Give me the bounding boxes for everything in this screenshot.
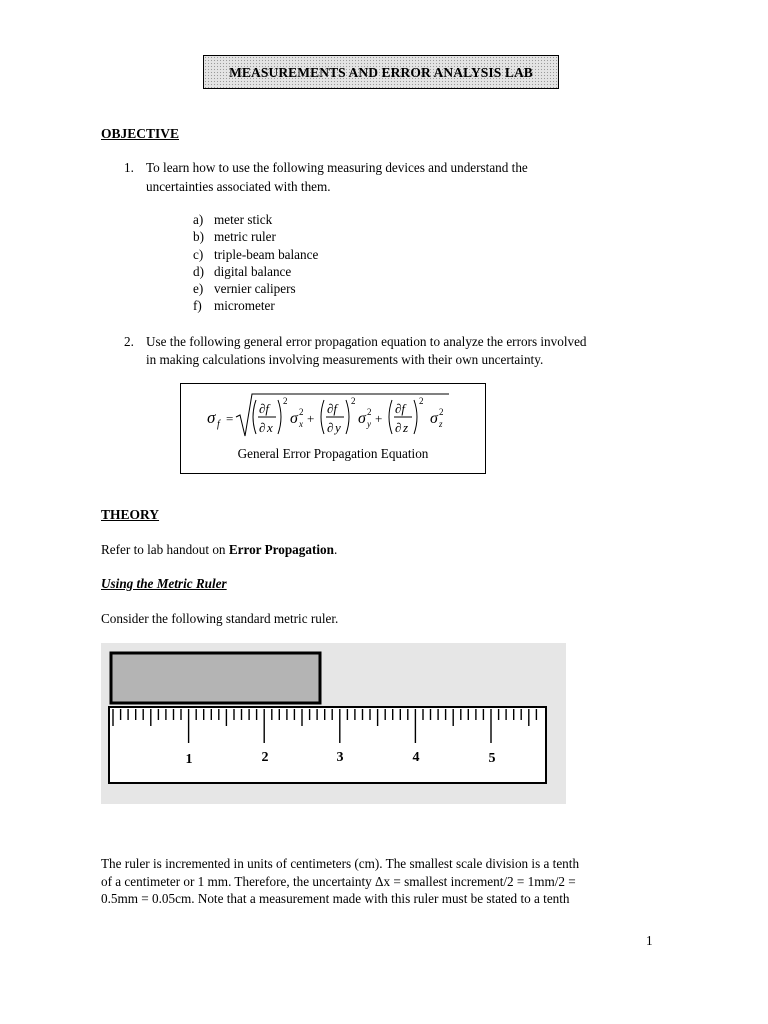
objective-number: 1. [124, 160, 134, 175]
page-title: MEASUREMENTS AND ERROR ANALYSIS LAB [229, 64, 533, 80]
exponent: 2 [367, 407, 372, 417]
reference-topic: Error Propagation [228, 542, 334, 557]
page-title-box [203, 55, 559, 89]
list-item [193, 297, 318, 314]
paren-right [414, 400, 417, 434]
objective-text-line: To learn how to use the following measuring devices and understand the [146, 160, 528, 175]
ruler-intro: Consider the following standard metric ruler. [101, 611, 339, 626]
reference-suffix: . [333, 542, 338, 557]
body-line: The ruler is incremented in units of centimeters (cm). The smallest scale division is a tenth [101, 856, 580, 871]
reference-prefix: Refer to lab handout on [101, 542, 229, 557]
ruler-label: 4 [412, 750, 420, 765]
variable-x: x [267, 420, 273, 435]
ruler-label: 3 [336, 750, 344, 765]
list-item [193, 246, 318, 263]
objective-number: 2. [124, 334, 134, 349]
partial-f: ∂f [395, 401, 406, 416]
list-letter: c) [193, 246, 204, 262]
metric-ruler-heading: Using the Metric Ruler [101, 576, 227, 591]
objective-text-line: Use the following general error propagation equation to analyze the errors involved [146, 334, 587, 349]
formula-caption: General Error Propagation Equation [237, 446, 429, 461]
objective-text-line: uncertainties associated with them. [146, 179, 331, 194]
error-propagation-formula [181, 384, 484, 444]
exponent: 2 [439, 407, 444, 417]
list-letter: b) [193, 229, 204, 245]
list-letter: f) [193, 298, 202, 314]
theory-heading: THEORY [101, 507, 160, 522]
sigma-sub: z [439, 419, 443, 429]
list-item [193, 211, 318, 228]
term-z [389, 396, 444, 435]
partial-symbol: ∂ [259, 420, 266, 435]
ruler-figure [101, 643, 566, 804]
partial-symbol: ∂ [395, 420, 402, 435]
formula-equals: = [226, 411, 234, 426]
plus-sign: + [307, 411, 315, 426]
sigma-sub: x [299, 419, 303, 429]
theory-reference [101, 541, 337, 558]
variable-z: z [403, 420, 409, 435]
objective-heading: OBJECTIVE [101, 126, 180, 141]
page-number: 1 [646, 933, 653, 948]
list-item [193, 280, 318, 297]
list-text: vernier calipers [214, 281, 296, 297]
variable-y: y [335, 420, 341, 435]
list-item [193, 228, 318, 245]
list-item [193, 263, 318, 280]
term-x [253, 396, 314, 435]
device-list [193, 211, 318, 315]
partial-f: ∂f [259, 401, 270, 416]
sigma-sub: y [367, 419, 371, 429]
body-line: of a centimeter or 1 mm. Therefore, the uncertainty Δx = smallest increment/2 = 1mm/2 = [101, 874, 576, 889]
exponent: 2 [351, 396, 356, 406]
formula-sigma: σ [207, 408, 216, 427]
paren-left [389, 400, 392, 434]
ruler-body [109, 707, 546, 783]
ruler-label: 2 [261, 750, 269, 765]
partial-symbol: ∂ [327, 420, 334, 435]
list-letter: a) [193, 212, 204, 227]
paren-left [321, 400, 324, 434]
measured-block [111, 653, 320, 703]
ruler-illustration [101, 643, 566, 804]
exponent: 2 [283, 396, 288, 406]
list-text: triple-beam balance [214, 246, 319, 262]
paren-right [346, 400, 349, 434]
formula-box [180, 383, 486, 474]
list-text: metric ruler [214, 229, 276, 245]
ruler-label: 5 [488, 751, 496, 766]
paren-left [253, 400, 256, 434]
body-line: 0.5mm = 0.05cm. Note that a measurement made with this ruler must be stated to a tenth [101, 891, 570, 906]
list-letter: e) [193, 281, 204, 297]
list-text: micrometer [214, 298, 275, 314]
formula-sigma-sub: f [217, 419, 220, 430]
partial-f: ∂f [327, 401, 338, 416]
paren-right [278, 400, 281, 434]
exponent: 2 [419, 396, 424, 406]
plus-sign: + [375, 411, 383, 426]
sigma-symbol: σ [430, 410, 438, 427]
sigma-symbol: σ [358, 410, 366, 427]
sigma-symbol: σ [290, 410, 298, 427]
list-text: meter stick [214, 212, 273, 227]
list-text: digital balance [214, 263, 292, 279]
term-y [321, 396, 382, 435]
objective-text-line: in making calculations involving measurements with their own uncertainty. [146, 352, 544, 367]
list-letter: d) [193, 263, 204, 279]
exponent: 2 [299, 407, 304, 417]
ruler-label: 1 [185, 752, 193, 767]
